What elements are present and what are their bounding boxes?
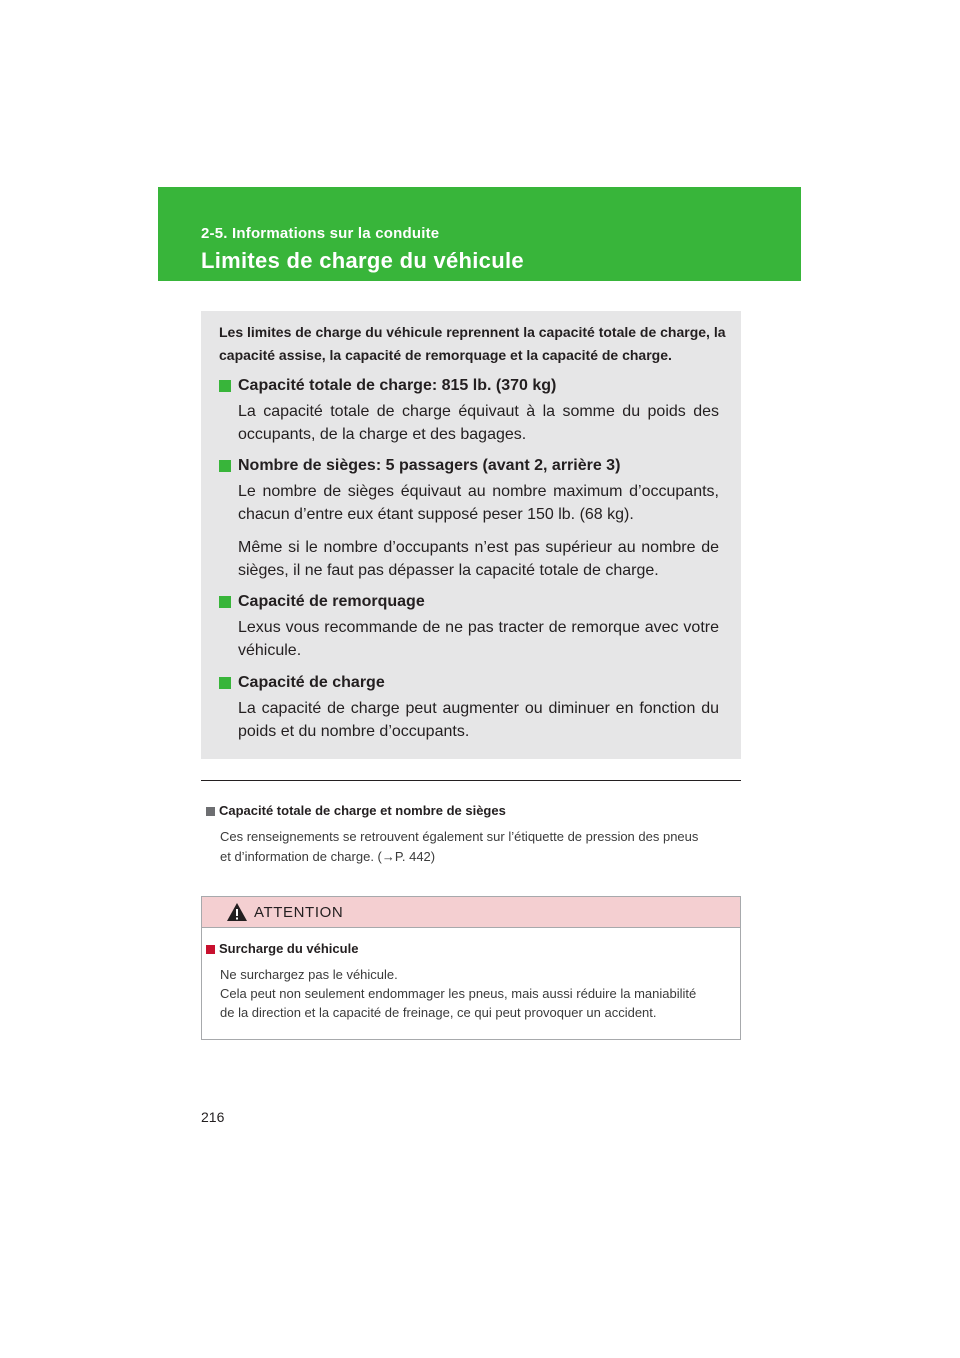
warning-triangle-icon: [226, 902, 248, 922]
note-text: Ces renseignements se retrouvent également sur l’étiquette de pression des pneus et d’information de charge. (→P. 442): [220, 829, 699, 864]
warning-title: Surcharge du véhicule: [219, 941, 359, 956]
square-bullet-icon: [206, 945, 215, 954]
chapter-header: [158, 187, 801, 281]
item-text: Le nombre de sièges équivaut au nombre maximum d’occupants, chacun d’entre eux étant supposé peser 150 lb. (68 kg).: [238, 483, 719, 523]
item-title: Capacité de remorquage: [238, 593, 425, 610]
square-bullet-icon: [219, 460, 231, 472]
item-text: Même si le nombre d’occupants n’est pas supérieur au nombre de sièges, il ne faut pas dépasser la capacité totale de charge.: [238, 539, 719, 579]
page-number: 216: [201, 1109, 225, 1125]
item-text: La capacité totale de charge équivaut à la somme du poids des occupants, de la charge et des bagages.: [238, 403, 719, 443]
section-label: 2-5. Informations sur la conduite: [201, 225, 440, 242]
info-item-total-capacity: [219, 375, 719, 446]
divider: [201, 780, 741, 781]
intro-text: Les limites de charge du véhicule reprennent la capacité totale de charge, la capacité assise, la capacité de remorquage et la capacité de charge.: [219, 324, 726, 363]
item-title: Capacité totale de charge: 815 lb. (370 kg): [238, 377, 557, 394]
warning-body: [202, 928, 740, 1022]
square-bullet-icon: [219, 677, 231, 689]
item-title: Nombre de sièges: 5 passagers (avant 2, arrière 3): [238, 457, 621, 474]
info-item-cargo: [219, 672, 719, 743]
page-title: Limites de charge du véhicule: [201, 248, 524, 273]
info-item-seating: [219, 455, 719, 582]
item-title: Capacité de charge: [238, 674, 385, 691]
warning-header: [202, 897, 740, 928]
square-bullet-icon: [206, 807, 215, 816]
square-bullet-icon: [219, 380, 231, 392]
item-text: Lexus vous recommande de ne pas tracter de remorque avec votre véhicule.: [238, 619, 719, 659]
warning-box: [201, 896, 741, 1040]
item-text: La capacité de charge peut augmenter ou diminuer en fonction du poids et du nombre d’occupants.: [238, 700, 719, 740]
note-block: [206, 802, 736, 867]
warning-text: Ne surchargez pas le véhicule. Cela peut non seulement endommager les pneus, mais aussi réduire la maniabilité de la direction et la capacité de freinage, ce qui peut provoquer un accident.: [220, 967, 697, 1020]
info-item-towing: [219, 591, 719, 662]
note-title: Capacité totale de charge et nombre de sièges: [219, 803, 506, 818]
square-bullet-icon: [219, 596, 231, 608]
info-box: [201, 311, 741, 759]
warning-label: ATTENTION: [254, 903, 344, 921]
